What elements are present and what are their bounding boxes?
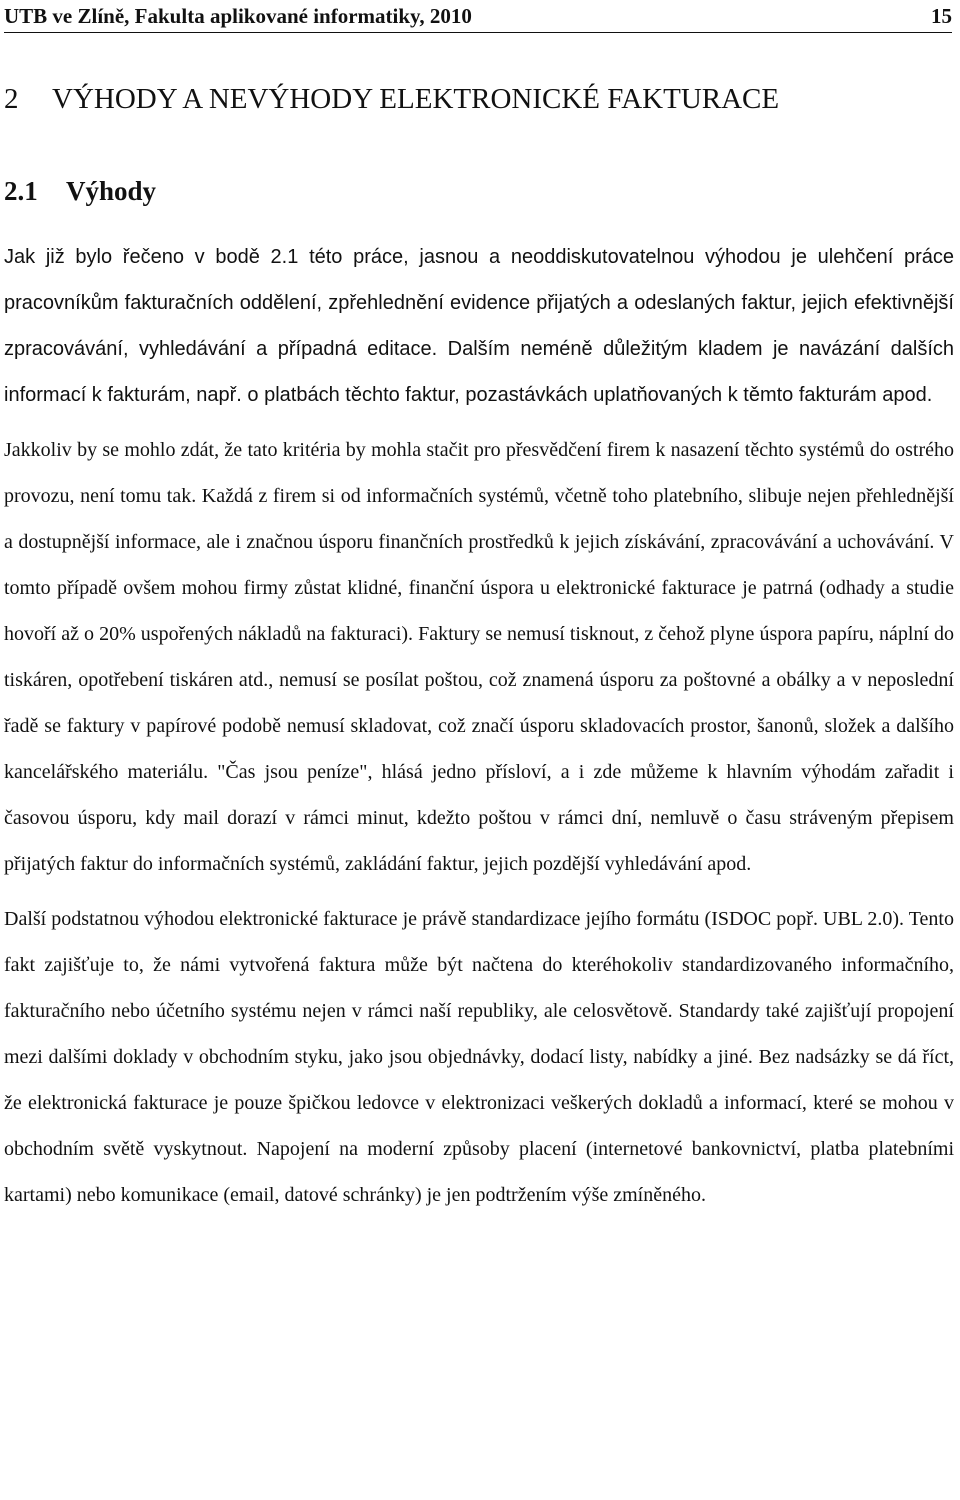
paragraph: Jakkoliv by se mohlo zdát, že tato kritéria by mohla stačit pro přesvědčení firem k nasazení těchto systémů do ostrého provozu, není tomu tak. Každá z firem si od informačních systémů, včetně toho platebního, slibuje nejen přehlednější a dostupnější informace, ale i značnou úsporu finančních prostředků k jejich získávání, zpracovávání a uchovávání. V tomto případě ovšem mohou firmy zůstat klidné, finanční úspora u elektronické fakturace je patrná (odhady a studie hovoří až o 20% uspořených nákladů na fakturaci). Faktury se nemusí tisknout, z čehož plyne úspora papíru, náplní do tiskáren, opotřebení tiskáren atd., nemusí se posílat poštou, což znamená úsporu za poštovné a obálky a v neposlední řadě se faktury v papírové podobě nemusí skladovat, což značí úsporu skladovacích prostor, šanonů, složek a dalšího kancelářského materiálu. "Čas jsou peníze", hlásá jedno přísloví, a i zde můžeme k hlavním výhodám zařadit i časovou úsporu, kdy mail dorazí v rámci minut, kdežto poštou v rámci dní, nemluvě o času stráveným přepisem přijatých faktur do informačních systémů, zakládání faktur, jejich pozdější vyhledávání apod.	[4, 439, 954, 875]
paragraph: Jak již bylo řečeno v bodě 2.1 této práce, jasnou a neoddiskutovatelnou výhodou je ulehčení práce pracovníkům fakturačních oddělení, zpřehlednění evidence přijatých a odeslaných faktur, jejich efektivnější zpracovávání, vyhledávání a případná editace. Dalším neméně důležitým kladem je navázání dalších informací k fakturám, např. o platbách těchto faktur, pozastávkách uplatňovaných k těmto fakturám apod.	[4, 246, 954, 406]
section-heading	[4, 173, 156, 209]
section-title: Výhody	[66, 176, 157, 206]
header-title: UTB ve Zlíně, Fakulta aplikované informatiky, 2010	[4, 4, 472, 28]
section-number: 2.1	[4, 176, 38, 206]
header-divider	[4, 32, 952, 33]
chapter-number: 2	[4, 83, 19, 115]
paragraph: Další podstatnou výhodou elektronické fakturace je právě standardizace jejího formátu (ISDOC popř. UBL 2.0). Tento fakt zajišťuje to, že námi vytvořená faktura může být načtena do kteréhokoliv standardizovaného informačního, fakturačního nebo účetního systému nejen v rámci naší republiky, ale celosvětově. Standardy také zajišťují propojení mezi dalšími doklady v obchodním styku, jako jsou objednávky, dodací listy, nabídky a jiné. Bez nadsázky se dá říct, že elektronická fakturace je pouze špičkou ledovce v elektronizaci veškerých dokladů a informací, které se mohou v obchodním světě vyskytnout. Napojení na moderní způsoby placení (internetové bankovnictví, platba platebními kartami) nebo komunikace (email, datové schránky) je jen podtržením výše zmíněného.	[4, 908, 954, 1206]
chapter-title: VÝHODY A NEVÝHODY ELEKTRONICKÉ FAKTURACE	[52, 83, 780, 115]
page-number: 15	[931, 4, 952, 28]
body-text	[4, 234, 954, 1227]
chapter-heading	[4, 80, 779, 118]
running-header	[4, 3, 952, 29]
